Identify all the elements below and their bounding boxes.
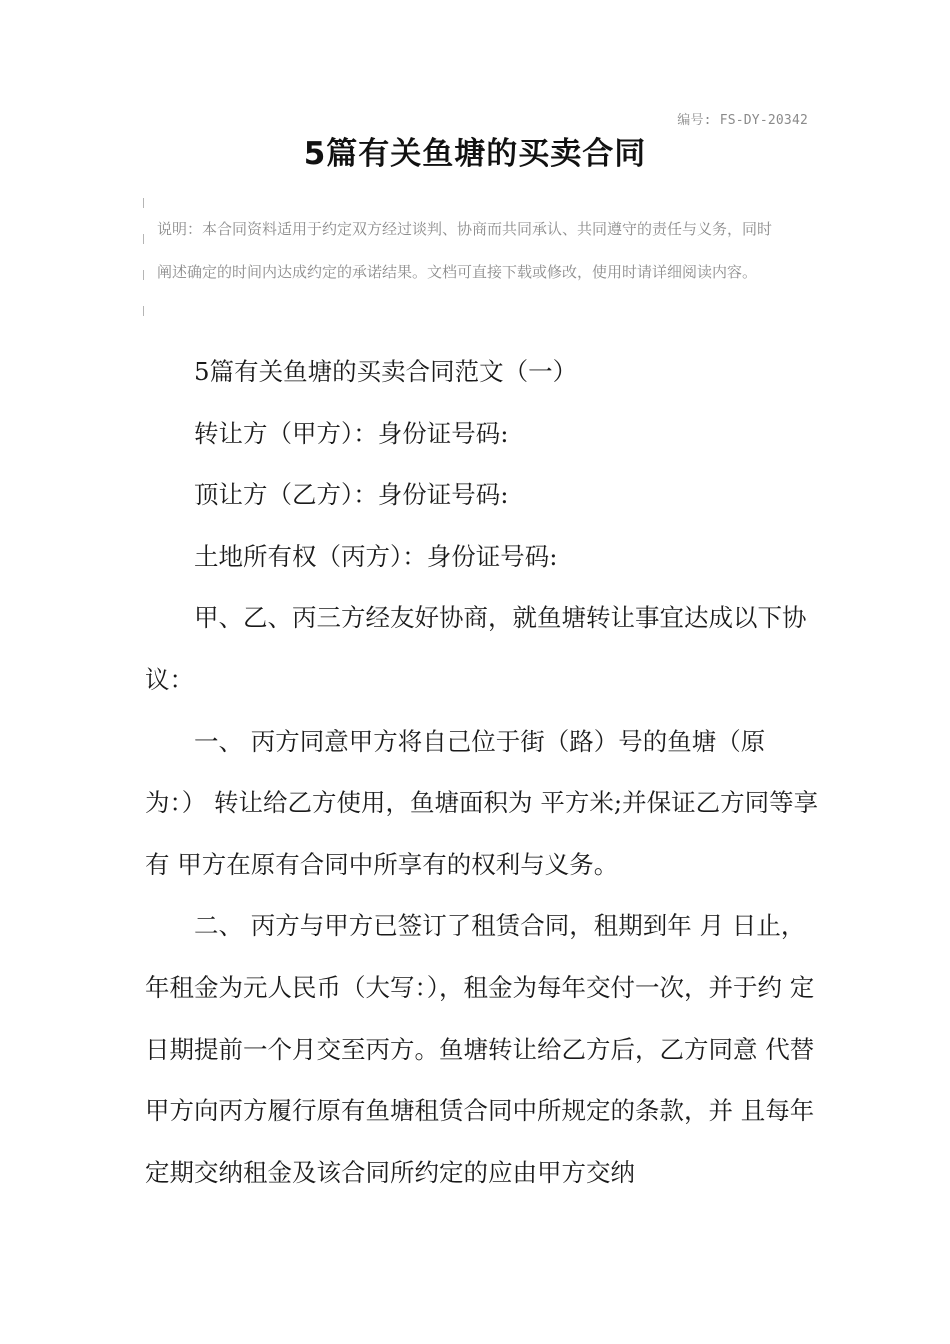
border-mark bbox=[143, 234, 144, 244]
clause-2: 二、 丙方与甲方已签订了租赁合同，租期到年 月 日止， 年租金为元人民币（大写：），租金为每年交付一次，并于约 定日期提前一个月交至丙方。鱼塘转让给乙方后，乙方同意 代替甲方向丙方履行原有鱼塘租赁合同中所规定的条款，并 且每年定期交纳租金及该合同所约定的应由甲方交纳 bbox=[145, 911, 815, 1187]
document-number: 编号: FS-DY-20342 bbox=[677, 113, 808, 128]
clause-1: 一、 丙方同意甲方将自己位于街（路）号的鱼塘（原为：） 转让给乙方使用，鱼塘面积为 平方米;并保证乙方同等享有 甲方在原有合同中所享有的权利与义务。 bbox=[145, 726, 819, 879]
party-b-line: 顶让方（乙方）：身份证号码: bbox=[194, 480, 509, 510]
agreement-intro: 甲、乙、丙三方经友好协商，就鱼塘转让事宜达成以下协议： bbox=[145, 603, 807, 694]
border-mark bbox=[143, 270, 144, 280]
party-a-line: 转让方（甲方）：身份证号码: bbox=[194, 418, 509, 448]
border-mark bbox=[143, 306, 144, 316]
party-c-line: 土地所有权（丙方）：身份证号码: bbox=[194, 541, 558, 571]
description-border-marks bbox=[143, 198, 145, 316]
border-mark bbox=[143, 198, 144, 208]
contract-body bbox=[145, 341, 821, 1203]
description-text: 说明：本合同资料适用于约定双方经过谈判、协商而共同承认、共同遵守的责任与义务，同时阐述确定的时间内达成约定的承诺结果。文档可直接下载或修改，使用时请详细阅读内容。 bbox=[157, 220, 773, 281]
document-title: 5篇有关鱼塘的买卖合同 bbox=[303, 136, 647, 172]
description-box bbox=[143, 198, 783, 316]
section-heading: 5篇有关鱼塘的买卖合同范文（一） bbox=[194, 357, 578, 386]
